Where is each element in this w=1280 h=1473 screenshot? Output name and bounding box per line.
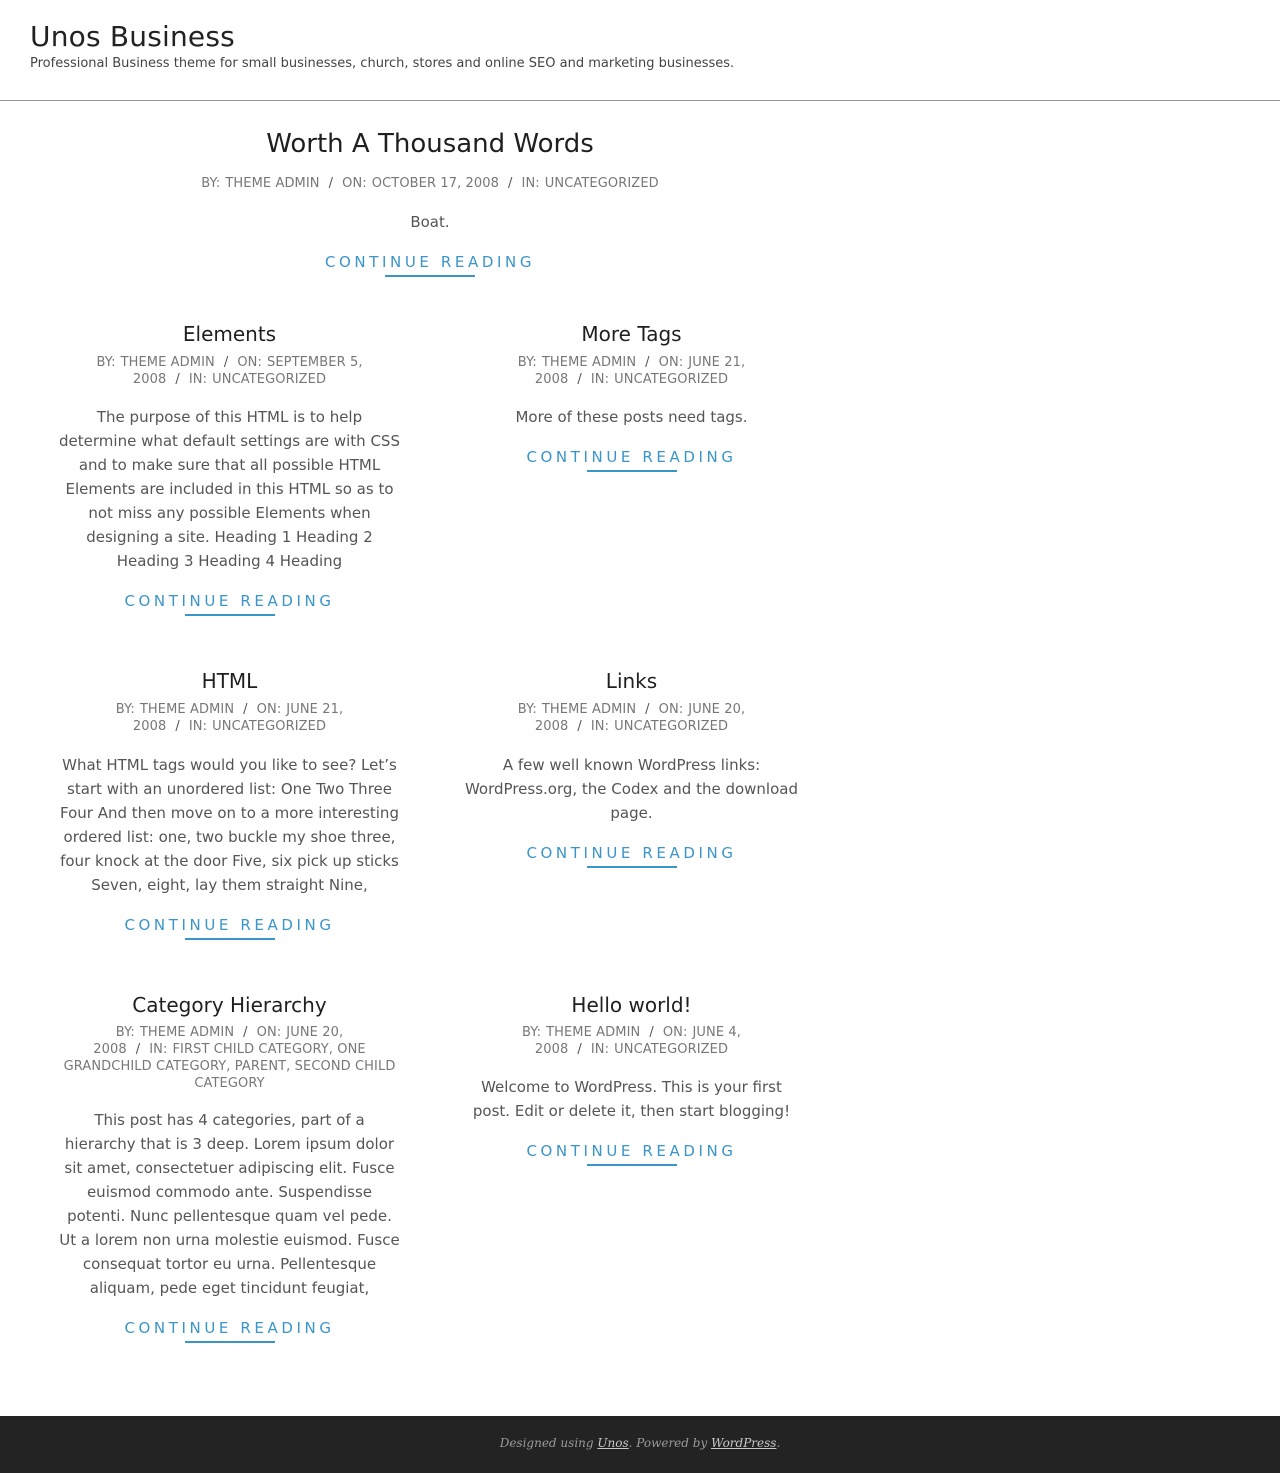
post-title[interactable]: HTML: [201, 669, 258, 693]
meta-by-label: BY:: [201, 176, 221, 191]
meta-date[interactable]: OCTOBER 17, 2008: [371, 176, 500, 191]
meta-separator: /: [175, 372, 180, 387]
post-excerpt: Boat.: [410, 213, 450, 231]
meta-in-label: IN:: [590, 1042, 610, 1057]
meta-date[interactable]: SEPTEMBER 5, 2008: [132, 355, 363, 387]
meta-separator: /: [328, 176, 334, 191]
post-meta: [461, 1024, 802, 1058]
meta-on-label: ON:: [658, 702, 684, 717]
post-meta: [461, 701, 802, 735]
meta-on-label: ON:: [342, 176, 367, 191]
post-title[interactable]: Links: [605, 669, 658, 693]
meta-by-label: BY:: [115, 1025, 135, 1040]
meta-on-label: ON:: [658, 355, 684, 370]
meta-category[interactable]: UNCATEGORIZED: [212, 719, 327, 734]
meta-category[interactable]: FIRST CHILD CATEGORY, ONE GRANDCHILD CATEGORY, PARENT, SECOND CHILD CATEGORY: [63, 1042, 396, 1091]
post-card: [57, 668, 402, 940]
footer-suffix: .: [776, 1436, 781, 1450]
post-title[interactable]: Hello world!: [571, 993, 692, 1017]
post-card: [59, 992, 400, 1343]
meta-category[interactable]: UNCATEGORIZED: [614, 1042, 729, 1057]
meta-in-label: IN:: [188, 719, 208, 734]
post-meta: [59, 354, 400, 388]
post-excerpt: Welcome to WordPress. This is your first post. Edit or delete it, then start blogging!: [472, 1078, 791, 1120]
footer-designed-text: Designed using: [499, 1436, 598, 1450]
footer-theme-link[interactable]: Unos: [597, 1436, 629, 1450]
post-meta: [60, 175, 800, 192]
meta-separator: /: [508, 176, 513, 191]
post-meta: [59, 1024, 400, 1092]
post-excerpt: The purpose of this HTML is to help determine what default settings are with CSS and to make sure that all possible HTML Elements are included in this HTML so as to not miss any possible Elements when designing a site. Heading 1 Heading 2 Heading 3 Heading 4 Heading: [59, 408, 400, 570]
post-title[interactable]: More Tags: [581, 322, 682, 346]
site-tagline: Professional Business theme for small businesses, church, stores and online SEO and marketing businesses.: [30, 56, 735, 71]
meta-in-label: IN:: [590, 372, 610, 387]
continue-reading-button[interactable]: CONTINUE READING: [325, 253, 535, 277]
site-header: [0, 0, 1280, 101]
meta-in-label: IN:: [188, 372, 208, 387]
meta-separator: /: [243, 1025, 248, 1040]
post-excerpt: More of these posts need tags.: [515, 408, 748, 426]
post-excerpt: What HTML tags would you like to see? Let’s start with an unordered list: One Two Three Four And then move on to a more interesting ordered list: one, two buckle my shoe three, four knock at the door Five, six pick up sticks Seven, eight, lay them straight Nine,: [60, 756, 399, 894]
meta-author[interactable]: THEME ADMIN: [225, 176, 320, 191]
meta-by-label: BY:: [96, 355, 116, 370]
continue-reading-button[interactable]: CONTINUE READING: [526, 1142, 736, 1166]
continue-reading-button[interactable]: CONTINUE READING: [124, 592, 334, 616]
meta-separator: /: [577, 1042, 582, 1057]
meta-on-label: ON:: [256, 702, 282, 717]
meta-category[interactable]: UNCATEGORIZED: [614, 372, 729, 387]
meta-in-label: IN:: [590, 719, 610, 734]
meta-by-label: BY:: [517, 702, 537, 717]
post-excerpt: This post has 4 categories, part of a hierarchy that is 3 deep. Lorem ipsum dolor sit amet, consectetuer adipiscing elit. Fusce euismod commodo ante. Suspendisse potenti. Nunc pellentesque quam vel pede. Ut a lorem non urna molestie euismod. Fusce consequat tortor eu urna. Pellentesque aliquam, pede eget tincidunt feugiat,: [59, 1111, 400, 1297]
meta-in-label: IN:: [149, 1042, 168, 1057]
meta-by-label: BY:: [115, 702, 135, 717]
meta-category[interactable]: UNCATEGORIZED: [544, 176, 659, 191]
continue-reading-button[interactable]: CONTINUE READING: [124, 916, 334, 940]
post-title[interactable]: Category Hierarchy: [132, 993, 327, 1017]
meta-category[interactable]: UNCATEGORIZED: [212, 372, 327, 387]
meta-date[interactable]: JUNE 21, 2008: [534, 355, 746, 387]
meta-separator: /: [645, 355, 650, 370]
post-featured: [60, 128, 800, 277]
post-title[interactable]: Elements: [182, 322, 277, 346]
meta-separator: /: [649, 1025, 654, 1040]
meta-date[interactable]: JUNE 20, 2008: [534, 702, 746, 734]
post-card: [59, 321, 400, 616]
meta-separator: /: [223, 355, 229, 370]
post-meta: [57, 701, 402, 735]
meta-separator: /: [577, 372, 582, 387]
post-excerpt: A few well known WordPress links: WordPress.org, the Codex and the download page.: [464, 756, 798, 822]
post-meta: [461, 354, 802, 388]
meta-separator: /: [645, 702, 650, 717]
meta-separator: /: [577, 719, 582, 734]
meta-on-label: ON:: [256, 1025, 282, 1040]
meta-by-label: BY:: [521, 1025, 542, 1040]
continue-reading-button[interactable]: CONTINUE READING: [124, 1319, 334, 1343]
site-footer: [0, 1416, 1280, 1473]
meta-category[interactable]: UNCATEGORIZED: [614, 719, 729, 734]
post-card: [461, 992, 802, 1166]
meta-separator: /: [135, 1042, 141, 1057]
meta-author[interactable]: THEME ADMIN: [139, 702, 235, 717]
meta-date[interactable]: JUNE 21, 2008: [132, 702, 344, 734]
meta-on-label: ON:: [237, 355, 262, 370]
post-card: [461, 668, 802, 868]
meta-date[interactable]: JUNE 20, 2008: [93, 1025, 344, 1057]
meta-in-label: IN:: [521, 176, 540, 191]
footer-powered-text: . Powered by: [628, 1436, 712, 1450]
meta-date[interactable]: JUNE 4, 2008: [534, 1025, 742, 1057]
meta-by-label: BY:: [517, 355, 537, 370]
meta-separator: /: [175, 719, 180, 734]
meta-separator: /: [243, 702, 248, 717]
site-title[interactable]: Unos Business: [30, 20, 235, 53]
continue-reading-button[interactable]: CONTINUE READING: [526, 844, 736, 868]
meta-author[interactable]: THEME ADMIN: [541, 702, 637, 717]
footer-wordpress-link[interactable]: WordPress: [711, 1436, 777, 1450]
post-title[interactable]: Worth A Thousand Words: [266, 129, 594, 159]
continue-reading-button[interactable]: CONTINUE READING: [526, 448, 736, 472]
meta-author[interactable]: THEME ADMIN: [120, 355, 215, 370]
meta-on-label: ON:: [662, 1025, 688, 1040]
post-card: [461, 321, 802, 472]
meta-author[interactable]: THEME ADMIN: [546, 1025, 641, 1040]
meta-author[interactable]: THEME ADMIN: [541, 355, 637, 370]
meta-author[interactable]: THEME ADMIN: [139, 1025, 235, 1040]
